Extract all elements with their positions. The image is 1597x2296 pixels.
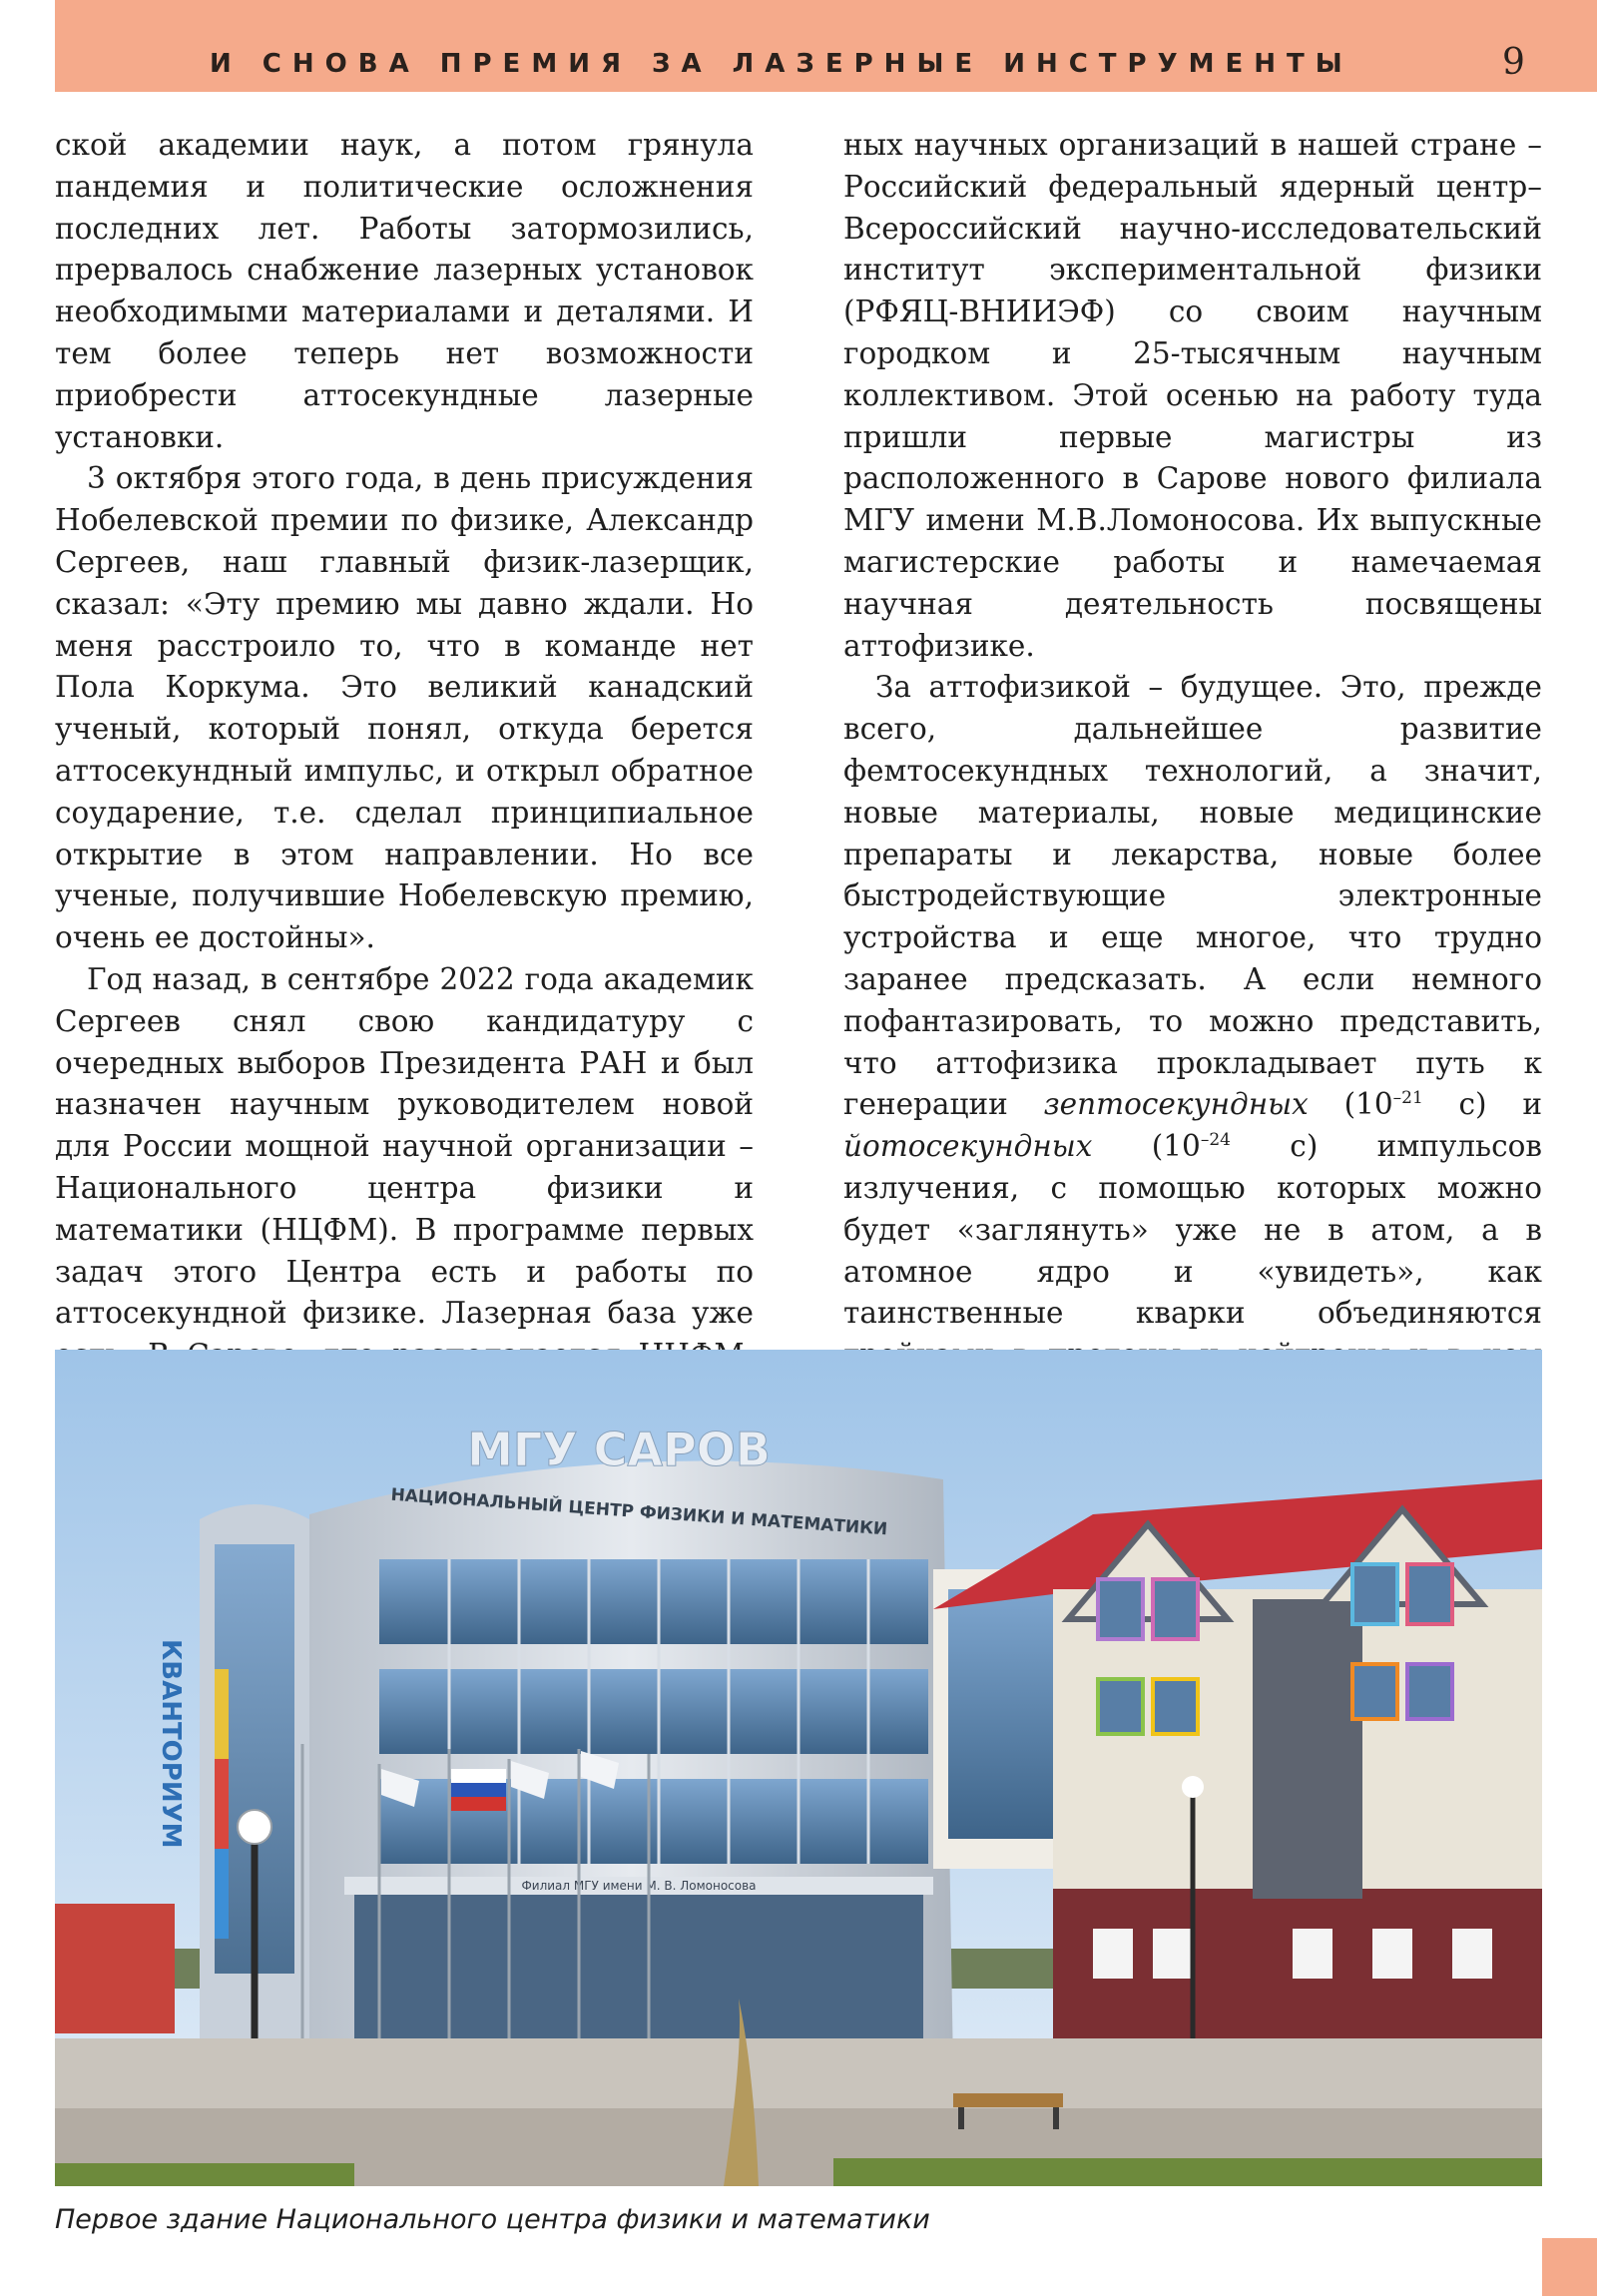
page-number: 9 (1502, 42, 1525, 83)
paragraph: 3 октября этого года, в день присуждения Нобелевской премии по физике, Александр Сергеев, наш главный физик-лазерщик, сказал: «Эту премию мы давно ждали. Но меня расстроило то, что в команде нет Пола Коркума. Это великий канадский ученый, который понял, откуда берется аттосекундный импульс, и открыл обратное соударение, т.е. сделал принципиальное открытие в этом направлении. Но все ученые, получившие Нобелевскую премию, очень ее достойны». (55, 461, 754, 955)
corner-tab (1542, 2238, 1597, 2296)
text-run: (10 (1308, 1087, 1393, 1122)
mgu-sarov-sign: МГУ САРОВ (467, 1423, 771, 1476)
exponent: –24 (1200, 1130, 1231, 1151)
paragraph: ской академии наук, а потом грянула пандемия и политические осложнения последних лет. Работы затормозились, прервалось снабжение лазерных установок необходимыми материалами и деталями. И тем более теперь нет возможности приобрести аттосекундные лазерные установки. (55, 128, 754, 454)
building-photo (55, 1350, 1542, 2186)
photo-caption: Первое здание Национального центра физики и математики (55, 2204, 930, 2235)
kvantorium-sign: КВАНТОРИУМ (156, 1639, 186, 1849)
text-run: За аттофизикой – будущее. Это, прежде всего, дальнейшее развитие фемтосекундных технологий, а значит, новые материалы, новые медицинские препараты и лекарства, новые более быстродействующие электронные устройства и еще многое, что трудно заранее предсказать. А если немного пофантазировать, то можно представить, что аттофизика прокладывает путь к генерации (843, 670, 1542, 1122)
paragraph (843, 667, 1542, 1459)
text-run: (10 (1092, 1129, 1201, 1164)
italic-term: зептосекундных (1043, 1087, 1309, 1122)
paragraph: ных научных организаций в нашей стране – Российский федеральный ядерный центр– Всероссийский научно-исследовательский институт экспериментальной физики (РФЯЦ-ВНИИЭФ) со своим научным городком и 25-тысячным научным коллективом. Этой осенью на работу туда пришли первые магистры из расположенного в Сарове нового филиала МГУ имени М.В.Ломоносова. Их выпускные магистерские работы и намечаемая научная деятельность посвящены аттофизике. (843, 128, 1542, 663)
italic-term: йотосекундных (843, 1129, 1093, 1164)
exponent: –21 (1392, 1088, 1423, 1109)
paragraph: Год назад, в сентябре 2022 года академик Сергеев снял свою кандидатуру с очередных выборов Президента РАН и был назначен научным руководителем новой для России мощной научной организации – Национального центра физики и математики (НЦФМ). В программе первых задач этого Центра есть и работы по аттосекундной физике. Лазерная база уже (55, 961, 754, 1331)
branch-sign: Филиал МГУ имени М. В. Ломоносова (521, 1879, 757, 1893)
text-column-right (843, 125, 1542, 1460)
text-run: с) и (1422, 1087, 1542, 1122)
ncfm-sign: НАЦИОНАЛЬНЫЙ ЦЕНТР ФИЗИКИ И МАТЕМАТИКИ (389, 1484, 888, 1540)
text-column-left (55, 125, 754, 1419)
running-title: И СНОВА ПРЕМИЯ ЗА ЛАЗЕРНЫЕ ИНСТРУМЕНТЫ (210, 49, 1353, 79)
text-run: с) импульсов излучения, с помощью которых можно будет «заглянуть» уже не в атом, а в атомное ядро и «увидеть», как таинственные кварки объединяются (843, 1129, 1542, 1331)
